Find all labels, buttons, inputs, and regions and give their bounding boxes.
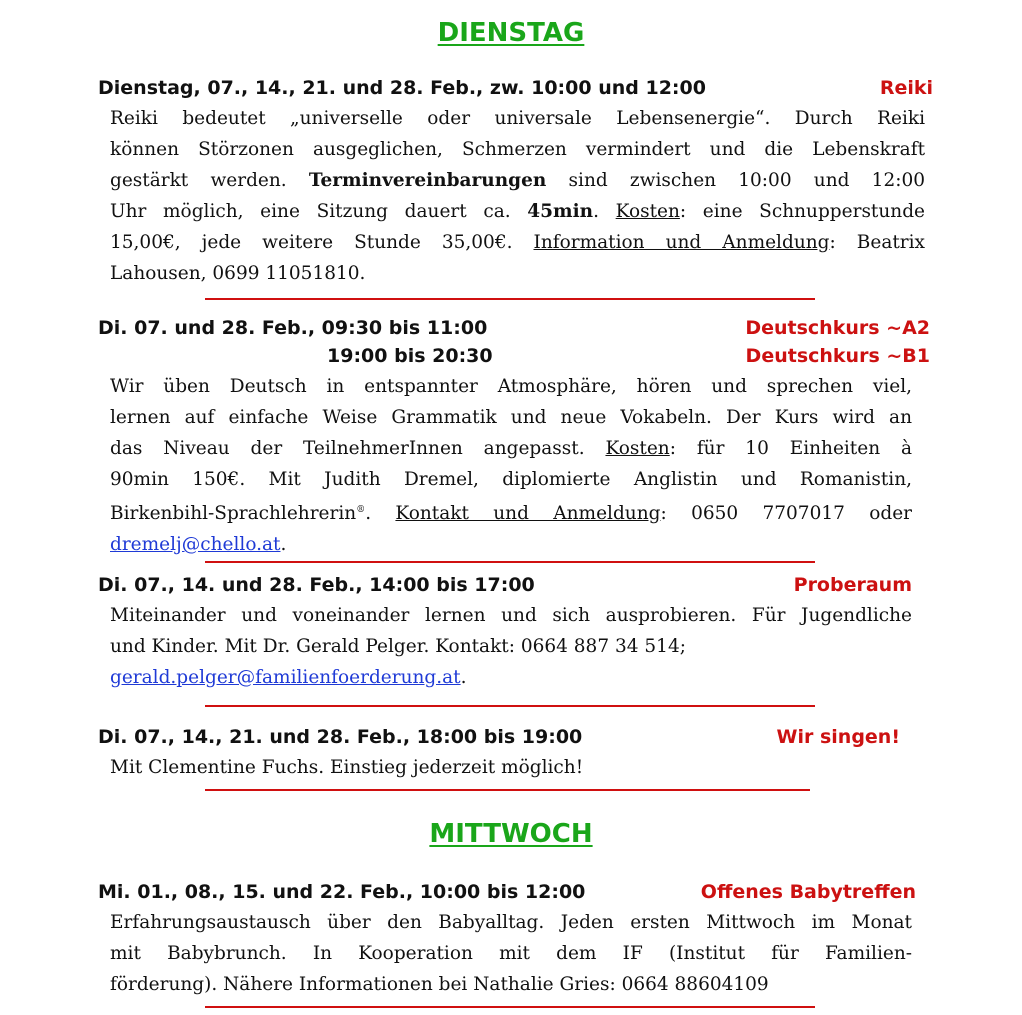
text-line [110, 227, 925, 258]
text-segment: : für 10 Einheiten à [669, 438, 912, 459]
underlined-label: Kontakt und Anmeldung [395, 503, 661, 525]
event-date-proberaum: Di. 07., 14. und 28. Feb., 14:00 bis 17:00 [98, 574, 535, 596]
event-title-deutsch-b1: Deutschkurs ~B1 [745, 345, 930, 367]
text-line: Erfahrungsaustausch über den Babyalltag. Jeden ersten Mittwoch im Monat [110, 912, 912, 933]
event-description-deutsch [110, 371, 912, 560]
text-line [110, 433, 912, 464]
text-line: 90min 150€. Mit Judith Dremel, diplomierte Anglistin und Romanistin, [110, 469, 912, 490]
event-title-reiki: Reiki [879, 77, 933, 99]
text-segment: : 0650 7707017 oder [660, 503, 913, 525]
event-title-deutsch-a2: Deutschkurs ~A2 [745, 317, 930, 339]
event-date-deutsch-b1: 19:00 bis 20:30 [327, 345, 493, 367]
text-line: Mit Clementine Fuchs. Einstieg jederzeit möglich! [110, 757, 584, 778]
text-line [110, 529, 912, 560]
text-segment: sind zwischen 10:00 und 12:00 [546, 170, 925, 191]
event-title-singen: Wir singen! [776, 726, 900, 748]
text-line [110, 495, 912, 529]
event-date-singen: Di. 07., 14., 21. und 28. Feb., 18:00 bis 19:00 [98, 726, 583, 748]
text-segment: . [460, 667, 467, 688]
text-segment: Uhr möglich, eine Sitzung dauert ca. [110, 201, 528, 222]
text-segment: : Beatrix [829, 232, 925, 253]
underlined-label: Kosten [605, 438, 670, 459]
event-date-reiki: Dienstag, 07., 14., 21. und 28. Feb., zw. 10:00 und 12:00 [98, 77, 706, 99]
event-description-singen [110, 752, 925, 783]
email-link-pelger[interactable]: gerald.pelger@familienfoerderung.at [110, 667, 461, 688]
separator-line [205, 789, 810, 791]
text-line: Lahousen, 0699 11051810. [110, 263, 366, 284]
event-title-proberaum: Proberaum [793, 574, 912, 596]
text-line: und Kinder. Mit Dr. Gerald Pelger. Kontakt: 0664 887 34 514; [110, 636, 686, 657]
event-description-babytreffen [110, 907, 912, 1000]
text-line: lernen auf einfache Weise Grammatik und neue Vokabeln. Der Kurs wird an [110, 407, 912, 428]
event-description-proberaum [110, 600, 912, 693]
separator-line [205, 298, 815, 300]
event-date-babytreffen: Mi. 01., 08., 15. und 22. Feb., 10:00 bis 12:00 [98, 881, 586, 903]
day-heading-mittwoch: MITTWOCH [429, 819, 593, 849]
separator-line [205, 561, 815, 563]
text-segment: . [365, 503, 396, 525]
text-line [110, 196, 925, 227]
separator-line [205, 705, 815, 707]
underlined-label: Information und Anmeldung [533, 232, 830, 253]
text-segment: Birkenbihl-Sprachlehrerin [110, 503, 357, 525]
text-line [110, 165, 925, 196]
registered-mark: ® [356, 505, 366, 515]
text-segment: das Niveau der TeilnehmerInnen angepasst. [110, 438, 606, 459]
bold-text: 45min [527, 201, 594, 222]
text-segment: . [593, 201, 616, 222]
text-segment: gestärkt werden. [110, 170, 309, 191]
email-link-dremel[interactable]: dremelj@chello.at [110, 534, 281, 556]
event-title-babytreffen: Offenes Babytreffen [700, 881, 916, 903]
text-line: mit Babybrunch. In Kooperation mit dem IF (Institut für Familien- [110, 943, 912, 964]
text-line: förderung). Nähere Informationen bei Nathalie Gries: 0664 88604109 [110, 974, 769, 995]
event-description-reiki [110, 103, 925, 289]
text-segment: . [280, 534, 287, 556]
day-heading-dienstag: DIENSTAG [437, 18, 585, 48]
text-line [110, 662, 912, 693]
text-line: können Störzonen ausgeglichen, Schmerzen vermindert und die Lebenskraft [110, 139, 925, 160]
text-segment: 15,00€, jede weitere Stunde 35,00€. [110, 232, 534, 253]
text-line: Miteinander und voneinander lernen und sich ausprobieren. Für Jugendliche [110, 605, 912, 626]
separator-line [205, 1006, 815, 1008]
text-line: Wir üben Deutsch in entspannter Atmosphäre, hören und sprechen viel, [110, 376, 912, 397]
text-segment: : eine Schnupperstunde [679, 201, 925, 222]
underlined-label: Kosten [615, 201, 680, 222]
bold-text: Terminvereinbarungen [308, 170, 547, 191]
text-line: Reiki bedeutet „universelle oder universale Lebensenergie“. Durch Reiki [110, 108, 925, 129]
event-date-deutsch-a2: Di. 07. und 28. Feb., 09:30 bis 11:00 [98, 317, 488, 339]
